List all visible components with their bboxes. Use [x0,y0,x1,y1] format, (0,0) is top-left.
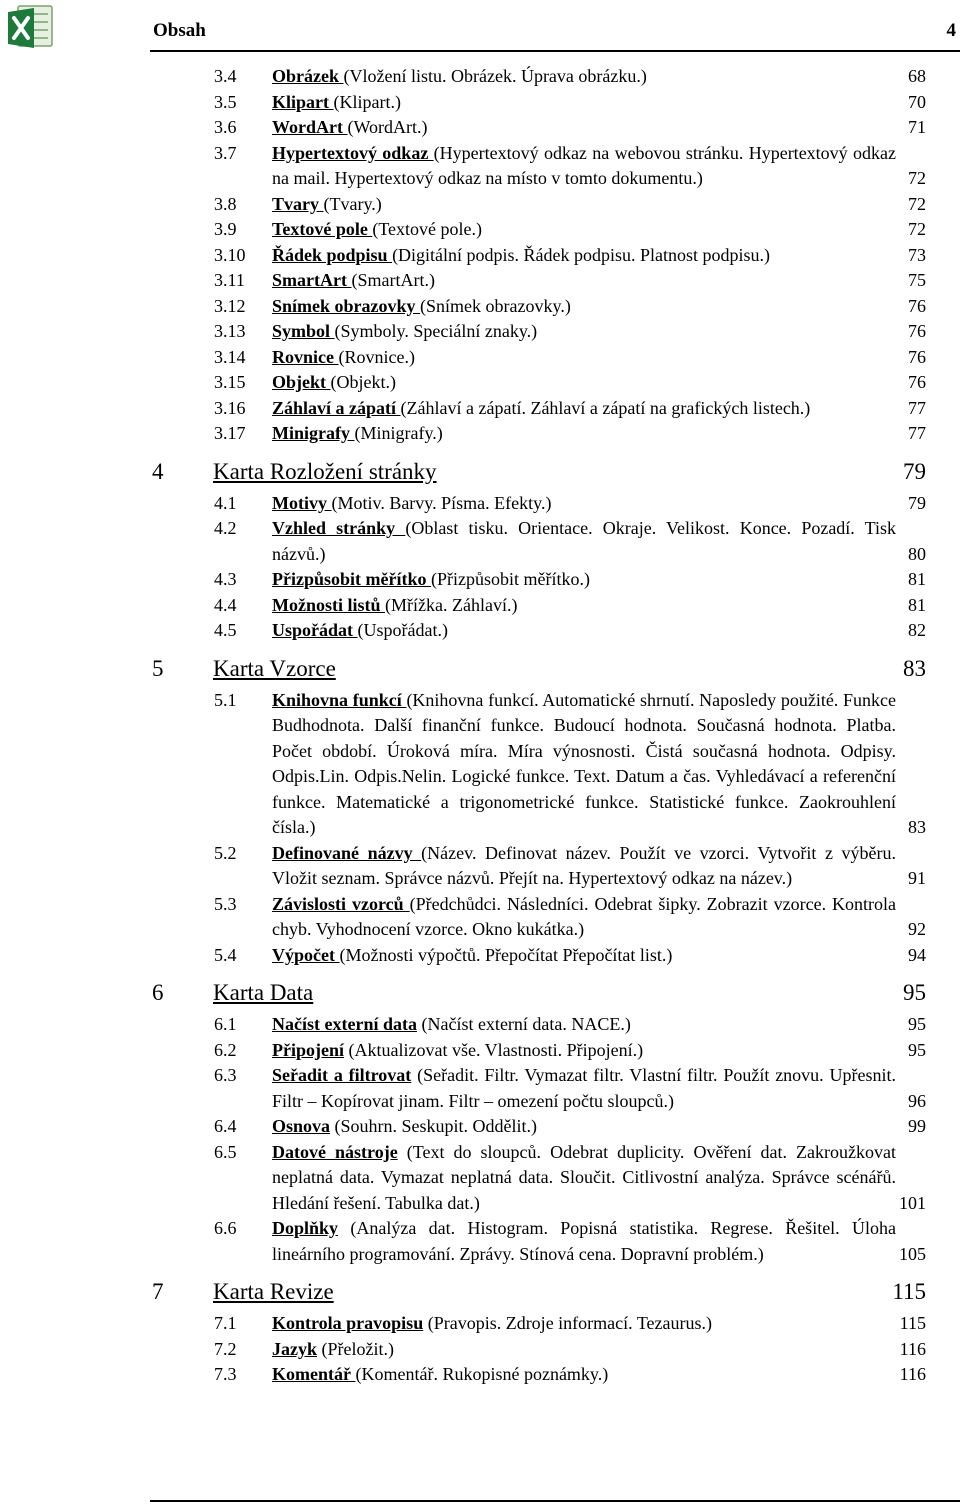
entry-number: 6.1 [214,1014,237,1034]
entry-title-link[interactable]: Tvary [272,193,324,214]
entry-page-number: 101 [899,1192,926,1213]
entry-title-link[interactable]: Rovnice [272,346,339,367]
entry-title-link[interactable]: Osnova [272,1116,331,1136]
entry-title-link[interactable]: Objekt [272,372,331,392]
entry-description: (Vložení listu. Obrázek. Úprava obrázku.) [343,66,647,86]
chapter-page-number: 115 [892,1279,926,1304]
toc-entry[interactable] [0,64,960,90]
entry-description: (WordArt.) [347,117,428,137]
entry-page-number: 92 [908,919,926,939]
entry-page-number: 75 [908,270,926,290]
entry-number: 4.1 [214,492,237,513]
entry-number: 5.3 [214,893,237,914]
entry-title-link[interactable]: Přizpůsobit měřítko [272,569,431,589]
entry-title-link[interactable]: Výpočet [272,944,340,965]
entry-number: 6.6 [214,1218,237,1238]
toc-entry[interactable] [0,567,960,593]
entry-description: (Pravopis. Zdroje informací. Tezaurus.) [423,1313,713,1333]
chapter-title-link[interactable]: Karta Data [213,980,314,1005]
entry-page-number: 94 [908,944,926,965]
entry-number: 7.3 [214,1364,237,1384]
entry-page-number: 105 [899,1243,926,1264]
entry-description: (Textové pole.) [372,219,483,239]
chapter-page-number: 95 [903,980,926,1005]
entry-number: 7.2 [214,1338,237,1359]
entry-title-link[interactable]: Datové nástroje [272,1141,398,1162]
entry-description: (Přizpůsobit měřítko.) [431,569,590,589]
toc-entry[interactable] [0,115,960,141]
entry-title-link[interactable]: Symbol [272,321,335,341]
entry-number: 3.15 [214,372,246,392]
entry-title-link[interactable]: Hypertextový odkaz [272,142,434,163]
toc-entry[interactable] [0,593,960,619]
entry-title-link[interactable]: Jazyk [272,1338,317,1359]
entry-page-number: 83 [908,817,926,837]
entry-number: 4.3 [214,569,237,589]
entry-title-link[interactable]: Textové pole [272,219,373,239]
toc-chapter[interactable] [0,1267,960,1311]
entry-page-number: 72 [908,219,926,239]
entry-number: 6.2 [214,1039,237,1060]
entry-description: (Digitální podpis. Řádek podpisu. Platnost podpisu.) [392,244,771,265]
chapter-number: 7 [152,1279,164,1304]
entry-number: 3.13 [214,321,246,341]
entry-page-number: 80 [908,543,926,564]
header-page-number: 4 [946,20,956,41]
toc-entry[interactable] [0,1216,960,1267]
entry-title-link[interactable]: Seřadit a filtrovat [272,1065,412,1085]
toc-entry[interactable] [0,516,960,567]
toc-entry[interactable] [0,618,960,644]
chapter-number: 5 [152,655,164,681]
entry-description: (Analýza dat. Histogram. Popisná statistika. Regrese. Řešitel. Úloha lineárního programování. Zprávy. Stínová cena. Dopravní problém.) [272,1218,896,1264]
toc-entry[interactable] [0,1140,960,1217]
entry-description: (Komentář. Rukopisné poznámky.) [355,1364,609,1384]
entry-title-link[interactable]: Uspořádat [272,620,358,640]
header-divider [150,50,960,52]
toc-entry[interactable] [0,1063,960,1114]
entry-description: (Název. Definovat název. Použít ve vzorci. Vytvořit z výběru. Vložit seznam. Správce názvů. Přejít na. Hypertextový odkaz na název.) [272,842,896,888]
entry-page-number: 72 [908,193,926,214]
entry-page-number: 116 [899,1364,926,1384]
entry-number: 5.1 [214,689,237,710]
toc-entry[interactable] [0,491,960,517]
entry-description: (Minigrafy.) [354,423,443,443]
entry-page-number: 71 [908,117,926,137]
entry-number: 5.4 [214,944,237,965]
entry-number: 4.5 [214,620,237,640]
entry-page-number: 77 [908,423,926,443]
toc-chapter[interactable] [0,968,960,1012]
entry-number: 4.4 [214,594,237,615]
entry-title-link[interactable]: Obrázek [272,66,344,86]
entry-page-number: 95 [908,1014,926,1034]
toc-chapter[interactable] [0,447,960,491]
header-title: Obsah [153,20,206,41]
footer-divider [150,1500,960,1502]
toc-entry[interactable] [0,268,960,294]
entry-title-link[interactable]: Definované názvy [272,842,422,863]
entry-page-number: 99 [908,1116,926,1136]
toc-entry[interactable] [0,1337,960,1363]
entry-title-link[interactable]: Závislosti vzorců [272,893,410,914]
toc-entry[interactable] [0,1114,960,1140]
toc-entry[interactable] [0,294,960,320]
entry-title-link[interactable]: Knihovna funkcí [272,689,407,710]
entry-number: 3.5 [214,91,237,112]
entry-title-link[interactable]: Záhlaví a zápatí [272,397,401,418]
entry-number: 3.6 [214,117,237,137]
toc-chapter[interactable] [0,644,960,688]
entry-description: (Text do sloupců. Odebrat duplicity. Ověření dat. Zakroužkovat neplatná data. Vymazat neplatná data. Sloučit. Citlivostní analýza. Správce scénářů. Hledání řešení. Tabulka dat.) [272,1141,896,1213]
entry-title-link[interactable]: Klipart [272,91,334,112]
entry-page-number: 76 [908,346,926,367]
toc-entry[interactable] [0,892,960,943]
entry-description: (Aktualizovat vše. Vlastnosti. Připojení.) [344,1039,644,1060]
entry-description: (Motiv. Barvy. Písma. Efekty.) [331,492,552,513]
entry-title-link[interactable]: Motivy [272,492,332,513]
toc-entry[interactable] [0,370,960,396]
entry-page-number: 77 [908,397,926,418]
entry-number: 4.2 [214,518,237,538]
entry-title-link[interactable]: WordArt [272,117,348,137]
entry-number: 3.7 [214,142,237,163]
entry-description: (Hypertextový odkaz na webovou stránku. Hypertextový odkaz na mail. Hypertextový odkaz na místo v tomto dokumentu.) [272,142,896,188]
entry-description: (Tvary.) [323,193,382,214]
entry-description: (Klipart.) [333,91,401,112]
entry-description: (Souhrn. Seskupit. Oddělit.) [330,1116,538,1136]
entry-number: 3.11 [214,270,245,290]
entry-page-number: 95 [908,1039,926,1060]
entry-description: (Mřížka. Záhlaví.) [385,594,518,615]
entry-page-number: 81 [908,594,926,615]
toc-entry[interactable] [0,421,960,447]
entry-page-number: 79 [908,492,926,513]
entry-title-link[interactable]: Minigrafy [272,423,355,443]
chapter-title-link[interactable]: Karta Revize [213,1279,334,1304]
entry-title-link[interactable]: Načíst externí data [272,1014,417,1034]
page-header [0,0,960,62]
entry-page-number: 96 [908,1090,926,1111]
toc-entry[interactable] [0,1038,960,1064]
entry-description: (Možnosti výpočtů. Přepočítat Přepočítat list.) [339,944,673,965]
entry-page-number: 70 [908,91,926,112]
toc-entry[interactable] [0,192,960,218]
entry-number: 3.16 [214,397,246,418]
entry-description: (Rovnice.) [338,346,415,367]
toc-entry[interactable] [0,243,960,269]
entry-page-number: 68 [908,66,926,86]
entry-number: 3.8 [214,193,237,214]
toc-entry[interactable] [0,319,960,345]
toc-entry[interactable] [0,1012,960,1038]
entry-title-link[interactable]: Řádek podpisu [272,244,393,265]
entry-number: 3.9 [214,219,237,239]
entry-number: 3.4 [214,66,237,86]
toc-entry[interactable] [0,841,960,892]
entry-number: 7.1 [214,1313,237,1333]
entry-title-link[interactable]: Komentář [272,1364,356,1384]
toc-entry[interactable] [0,141,960,192]
entry-page-number: 115 [899,1313,926,1333]
entry-description: (Knihovna funkcí. Automatické shrnutí. Naposledy použité. Funkce Budhodnota. Další finanční funkce. Budoucí hodnota. Současná hodnota. Platba. Počet období. Úroková míra. Míra výnosnosti. Čistá současná hodnota. Odpisy. Odpis.Lin. Odpis.Nelin. Logické funkce. Text. Datum a čas. Vyhledávací a referenční funkce. Matematické a trigonometrické funkce. Statistické funkce. Zaokrouhlení čísla.) [272,689,896,837]
entry-page-number: 76 [908,295,926,316]
chapter-title-link[interactable]: Karta Vzorce [213,655,336,681]
chapter-page-number: 79 [903,458,926,484]
excel-logo-icon [4,2,56,54]
table-of-contents [0,64,960,1388]
chapter-number: 6 [152,980,164,1005]
chapter-page-number: 83 [903,655,926,681]
entry-description: (Symboly. Speciální znaky.) [334,321,538,341]
toc-entry[interactable] [0,943,960,969]
toc-entry[interactable] [0,217,960,243]
entry-number: 6.3 [214,1065,237,1085]
entry-title-link[interactable]: SmartArt [272,270,352,290]
entry-page-number: 76 [908,321,926,341]
entry-title-link[interactable]: Vzhled stránky [272,518,406,538]
entry-number: 3.12 [214,295,246,316]
toc-entry[interactable] [0,1311,960,1337]
toc-entry[interactable] [0,90,960,116]
entry-description: (Snímek obrazovky.) [420,295,571,316]
entry-page-number: 76 [908,372,926,392]
entry-page-number: 82 [908,620,926,640]
entry-title-link[interactable]: Možnosti listů [272,594,386,615]
entry-description: (Předchůdci. Následníci. Odebrat šipky. Zobrazit vzorce. Kontrola chyb. Vyhodnocení vzorce. Okno kukátka.) [272,893,897,939]
entry-page-number: 72 [908,168,926,188]
entry-description: (Načíst externí data. NACE.) [416,1014,631,1034]
entry-description: (Seřadit. Filtr. Vymazat filtr. Vlastní filtr. Použít znovu. Upřesnit. Filtr – Kopírovat jinam. Filtr – omezení počtu sloupců.) [272,1065,896,1111]
entry-page-number: 73 [908,244,926,265]
entry-description: (Oblast tisku. Orientace. Okraje. Velikost. Konce. Pozadí. Tisk názvů.) [272,518,897,564]
entry-title-link[interactable]: Kontrola pravopisu [272,1313,424,1333]
entry-page-number: 81 [908,569,926,589]
entry-number: 3.17 [214,423,246,443]
entry-description: (SmartArt.) [351,270,435,290]
entry-description: (Uspořádat.) [357,620,448,640]
toc-entry[interactable] [0,688,960,841]
entry-number: 6.5 [214,1141,237,1162]
chapter-title-link[interactable]: Karta Rozložení stránky [213,458,437,484]
entry-number: 5.2 [214,842,237,863]
entry-description: (Přeložit.) [317,1338,394,1359]
entry-title-link[interactable]: Doplňky [272,1218,339,1238]
entry-description: (Objekt.) [330,372,396,392]
toc-entry[interactable] [0,345,960,371]
entry-number: 3.14 [214,346,246,367]
entry-page-number: 91 [908,868,926,888]
entry-description: (Záhlaví a zápatí. Záhlaví a zápatí na grafických listech.) [400,397,811,418]
entry-title-link[interactable]: Připojení [272,1039,344,1060]
entry-number: 3.10 [214,244,246,265]
entry-number: 6.4 [214,1116,237,1136]
chapter-number: 4 [152,458,164,484]
entry-page-number: 116 [899,1338,926,1359]
toc-entry[interactable] [0,396,960,422]
toc-entry[interactable] [0,1362,960,1388]
entry-title-link[interactable]: Snímek obrazovky [272,295,421,316]
